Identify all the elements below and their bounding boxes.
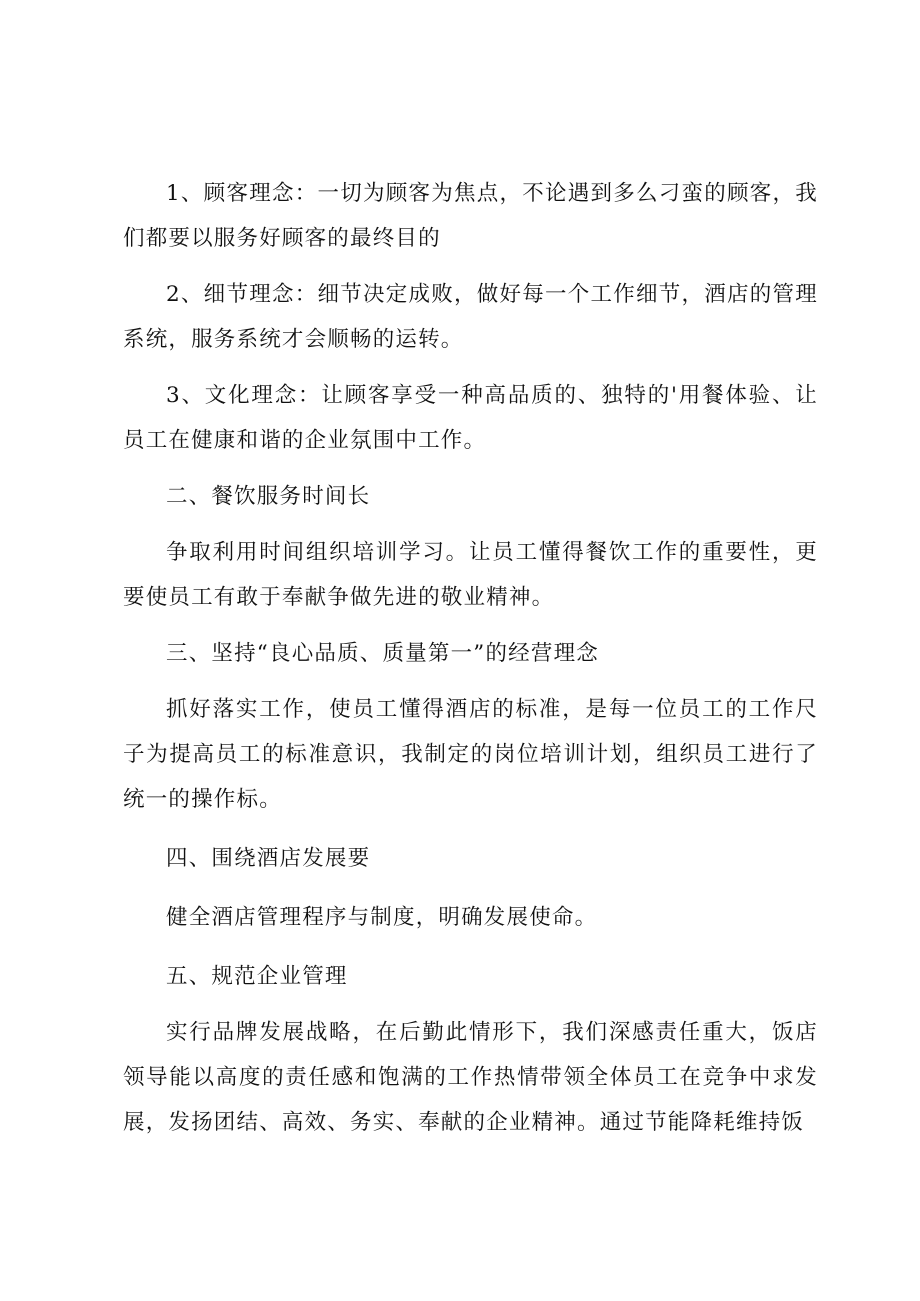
paragraph-culture-concept: 3、文化理念：让顾客享受一种高品质的、独特的'用餐体验、让员工在健康和谐的企业氛围中工作。 <box>123 383 818 453</box>
heading-section-2: 二、餐饮服务时间长 <box>166 484 371 509</box>
paragraph-training: 争取利用时间组织培训学习。让员工懂得餐饮工作的重要性，更要使员工有敢于奉献争做先进的敬业精神。 <box>123 540 818 610</box>
paragraph-management-system: 健全酒店管理程序与制度，明确发展使命。 <box>166 905 598 930</box>
heading-section-4: 四、围绕酒店发展要 <box>166 846 371 871</box>
paragraph-brand-strategy: 实行品牌发展战略，在后勤此情形下，我们深感责任重大，饭店领导能以高度的责任感和饱满的工作热情带领全体员工在竞争中求发展，发扬团结、高效、务实、奉献的企业精神。通过节能降耗维持饭 <box>123 1020 818 1135</box>
heading-section-3: 三、坚持“良心品质、质量第一”的经营理念 <box>166 641 599 666</box>
document-body <box>123 171 818 1145</box>
paragraph-detail-concept: 2、细节理念：细节决定成败，做好每一个工作细节，酒店的管理系统，服务系统才会顺畅的运转。 <box>123 282 818 352</box>
heading-section-5: 五、规范企业管理 <box>166 964 348 989</box>
paragraph-standards: 抓好落实工作，使员工懂得酒店的标准，是每一位员工的工作尺子为提高员工的标准意识，我制定的岗位培训计划，组织员工进行了统一的操作标。 <box>123 697 818 812</box>
paragraph-customer-concept: 1、顾客理念：一切为顾客为焦点，不论遇到多么刁蛮的顾客，我们都要以服务好顾客的最终目的 <box>123 181 818 251</box>
